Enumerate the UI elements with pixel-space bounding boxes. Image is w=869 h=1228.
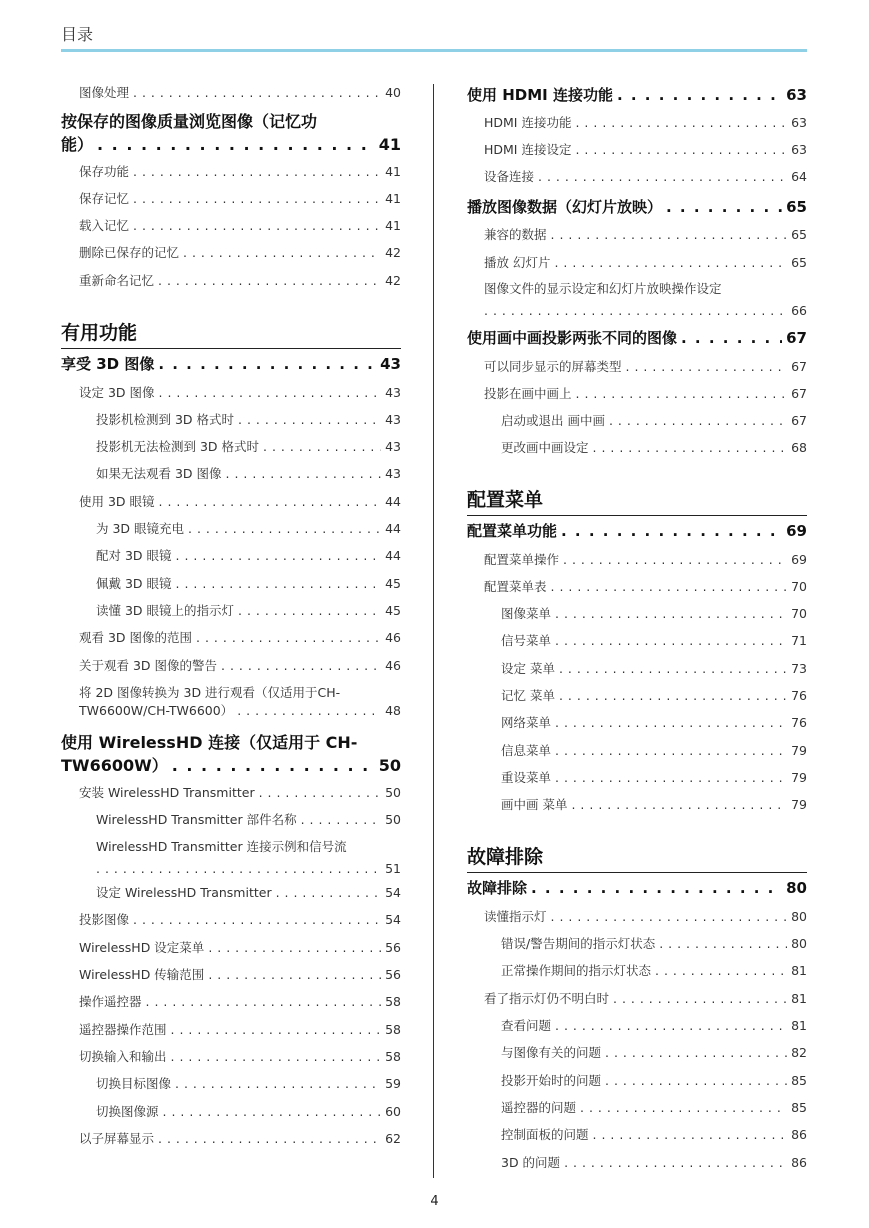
toc-entry-wirelesshd-menu[interactable]: WirelessHD 设定菜单 . . . 56: [79, 939, 401, 957]
toc-entry-memory-menu[interactable]: 记忆 菜单 . . . 76: [501, 687, 807, 705]
toc-entry-error-indicator[interactable]: 错误/警告期间的指示灯状态 . . . 80: [501, 935, 807, 953]
toc-entry-slideshow-settings[interactable]: 图像文件的显示设定和幻灯片放映操作设定 . . . 66: [484, 280, 807, 320]
toc-entry-play-slideshow[interactable]: 播放 幻灯片 . . . 65: [484, 254, 807, 272]
toc-entry-pair-3d-glasses[interactable]: 配对 3D 眼镜 . . . 44: [96, 547, 401, 565]
toc-entry-check-problems[interactable]: 查看问题 . . . 81: [501, 1017, 807, 1035]
toc-entry-sync-screen-types[interactable]: 可以同步显示的屏幕类型 . . . 67: [484, 358, 807, 376]
toc-entry-3d-not-detected[interactable]: 投影机无法检测到 3D 格式时 . . . 43: [96, 438, 401, 456]
toc-entry-still-unclear[interactable]: 看了指示灯仍不明白时 . . . 81: [484, 990, 807, 1008]
section-heading-config-menu: 配置菜单: [467, 485, 807, 516]
toc-entry-wear-3d-glasses[interactable]: 佩戴 3D 眼镜 . . . 45: [96, 575, 401, 593]
toc-entry-transmitter-parts[interactable]: WirelessHD Transmitter 部件名称 . . . 50: [96, 811, 401, 829]
section-heading-troubleshooting: 故障排除: [467, 842, 807, 873]
toc-entry-start-exit-pip[interactable]: 启动或退出 画中画 . . . 67: [501, 412, 807, 430]
toc-entry-3d-warning[interactable]: 关于观看 3D 图像的警告 . . . 46: [79, 657, 401, 675]
toc-entry-remote-problems[interactable]: 遥控器的问题 . . . 85: [501, 1099, 807, 1117]
toc-entry-menu-operation[interactable]: 配置菜单操作 . . . 69: [484, 551, 807, 569]
toc-entry-3d-problems[interactable]: 3D 的问题 . . . 86: [501, 1154, 807, 1172]
toc-entry-remote-range[interactable]: 遥控器操作范围 . . . 58: [79, 1021, 401, 1039]
page-header-title: 目录: [61, 25, 94, 44]
toc-entry-hdmi-settings[interactable]: HDMI 连接设定 . . . 63: [484, 141, 807, 159]
toc-entry-menu-table[interactable]: 配置菜单表 . . . 70: [484, 578, 807, 596]
toc-entry-panel-problems[interactable]: 控制面板的问题 . . . 86: [501, 1126, 807, 1144]
toc-entry-3d-detected[interactable]: 投影机检测到 3D 格式时 . . . 43: [96, 411, 401, 429]
toc-entry-use-3d-glasses[interactable]: 使用 3D 眼镜 . . . 44: [79, 493, 401, 511]
toc-entry-charge-3d-glasses[interactable]: 为 3D 眼镜充电 . . . 44: [96, 520, 401, 538]
toc-entry-save-memory[interactable]: 保存记忆 . . . 41: [79, 190, 401, 208]
toc-entry-device-connection[interactable]: 设备连接 . . . 64: [484, 168, 807, 186]
toc-chapter-slideshow[interactable]: 播放图像数据（幻灯片放映） . . . 65: [467, 196, 807, 218]
toc-entry-compatible-data[interactable]: 兼容的数据 . . . 65: [484, 226, 807, 244]
toc-entry-image-problems[interactable]: 与图像有关的问题 . . . 82: [501, 1044, 807, 1062]
header-rule: [61, 49, 807, 52]
toc-chapter-config-menu[interactable]: 配置菜单功能 . . . 69: [467, 520, 807, 542]
toc-entry-switch-io[interactable]: 切换输入和输出 . . . 58: [79, 1048, 401, 1066]
toc-entry-load-memory[interactable]: 载入记忆 . . . 41: [79, 217, 401, 235]
toc-entry-project-image[interactable]: 投影图像 . . . 54: [79, 911, 401, 929]
toc-entry-transmitter-connection[interactable]: WirelessHD Transmitter 连接示例和信号流 . . . 51: [96, 838, 401, 878]
toc-entry-image-processing[interactable]: 图像处理 . . . 40: [79, 84, 401, 102]
toc-entry-rename-memory[interactable]: 重新命名记忆 . . . 42: [79, 272, 401, 290]
toc-entry-reset-menu[interactable]: 重设菜单 . . . 79: [501, 769, 807, 787]
toc-entry-3d-viewing-range[interactable]: 观看 3D 图像的范围 . . . 46: [79, 629, 401, 647]
toc-entry-install-transmitter[interactable]: 安装 WirelessHD Transmitter . . . 50: [79, 784, 401, 802]
toc-entry-2d-to-3d[interactable]: 将 2D 图像转换为 3D 进行观看（仅适用于CH- TW6600W/CH-TW6600） . . . 48: [79, 684, 401, 720]
toc-entry-set-3d[interactable]: 设定 3D 图像 . . . 43: [79, 384, 401, 402]
toc-entry-save-function[interactable]: 保存功能 . . . 41: [79, 163, 401, 181]
toc-entry-switch-target[interactable]: 切换目标图像 . . . 59: [96, 1075, 401, 1093]
toc-entry-3d-glasses-indicator[interactable]: 读懂 3D 眼镜上的指示灯 . . . 45: [96, 602, 401, 620]
toc-entry-read-indicators[interactable]: 读懂指示灯 . . . 80: [484, 908, 807, 926]
toc-entry-hdmi-function[interactable]: HDMI 连接功能 . . . 63: [484, 114, 807, 132]
toc-chapter-3d[interactable]: 享受 3D 图像 . . . 43: [61, 353, 401, 375]
toc-chapter-troubleshooting[interactable]: 故障排除 . . . 80: [467, 877, 807, 899]
toc-chapter-wirelesshd[interactable]: 使用 WirelessHD 连接（仅适用于 CH- TW6600W） . . . 50: [61, 731, 401, 777]
toc-entry-operate-remote[interactable]: 操作遥控器 . . . 58: [79, 993, 401, 1011]
toc-entry-change-pip[interactable]: 更改画中画设定 . . . 68: [501, 439, 807, 457]
toc-entry-project-pip[interactable]: 投影在画中画上 . . . 67: [484, 385, 807, 403]
column-separator: [433, 84, 434, 1178]
toc-entry-wirelesshd-range[interactable]: WirelessHD 传输范围 . . . 56: [79, 966, 401, 984]
toc-entry-startup-problems[interactable]: 投影开始时的问题 . . . 85: [501, 1072, 807, 1090]
toc-entry-image-menu[interactable]: 图像菜单 . . . 70: [501, 605, 807, 623]
toc-entry-set-transmitter[interactable]: 设定 WirelessHD Transmitter . . . 54: [96, 884, 401, 902]
toc-entry-signal-menu[interactable]: 信号菜单 . . . 71: [501, 632, 807, 650]
section-heading-useful-functions: 有用功能: [61, 318, 401, 349]
toc-entry-info-menu[interactable]: 信息菜单 . . . 79: [501, 742, 807, 760]
toc-entry-normal-indicator[interactable]: 正常操作期间的指示灯状态 . . . 81: [501, 962, 807, 980]
toc-entry-sub-screen[interactable]: 以子屏幕显示 . . . 62: [79, 1130, 401, 1148]
toc-chapter-memory[interactable]: 按保存的图像质量浏览图像（记忆功 能） . . . 41: [61, 110, 401, 156]
toc-entry-delete-memory[interactable]: 删除已保存的记忆 . . . 42: [79, 244, 401, 262]
toc-entry-switch-source[interactable]: 切换图像源 . . . 60: [96, 1103, 401, 1121]
toc-entry-settings-menu[interactable]: 设定 菜单 . . . 73: [501, 660, 807, 678]
toc-chapter-hdmi[interactable]: 使用 HDMI 连接功能 . . . 63: [467, 84, 807, 106]
toc-entry-3d-cannot-view[interactable]: 如果无法观看 3D 图像 . . . 43: [96, 465, 401, 483]
toc-entry-pip-menu[interactable]: 画中画 菜单 . . . 79: [501, 796, 807, 814]
page-number: 4: [430, 1194, 439, 1209]
toc-chapter-pip[interactable]: 使用画中画投影两张不同的图像 . . . 67: [467, 327, 807, 349]
toc-entry-network-menu[interactable]: 网络菜单 . . . 76: [501, 714, 807, 732]
